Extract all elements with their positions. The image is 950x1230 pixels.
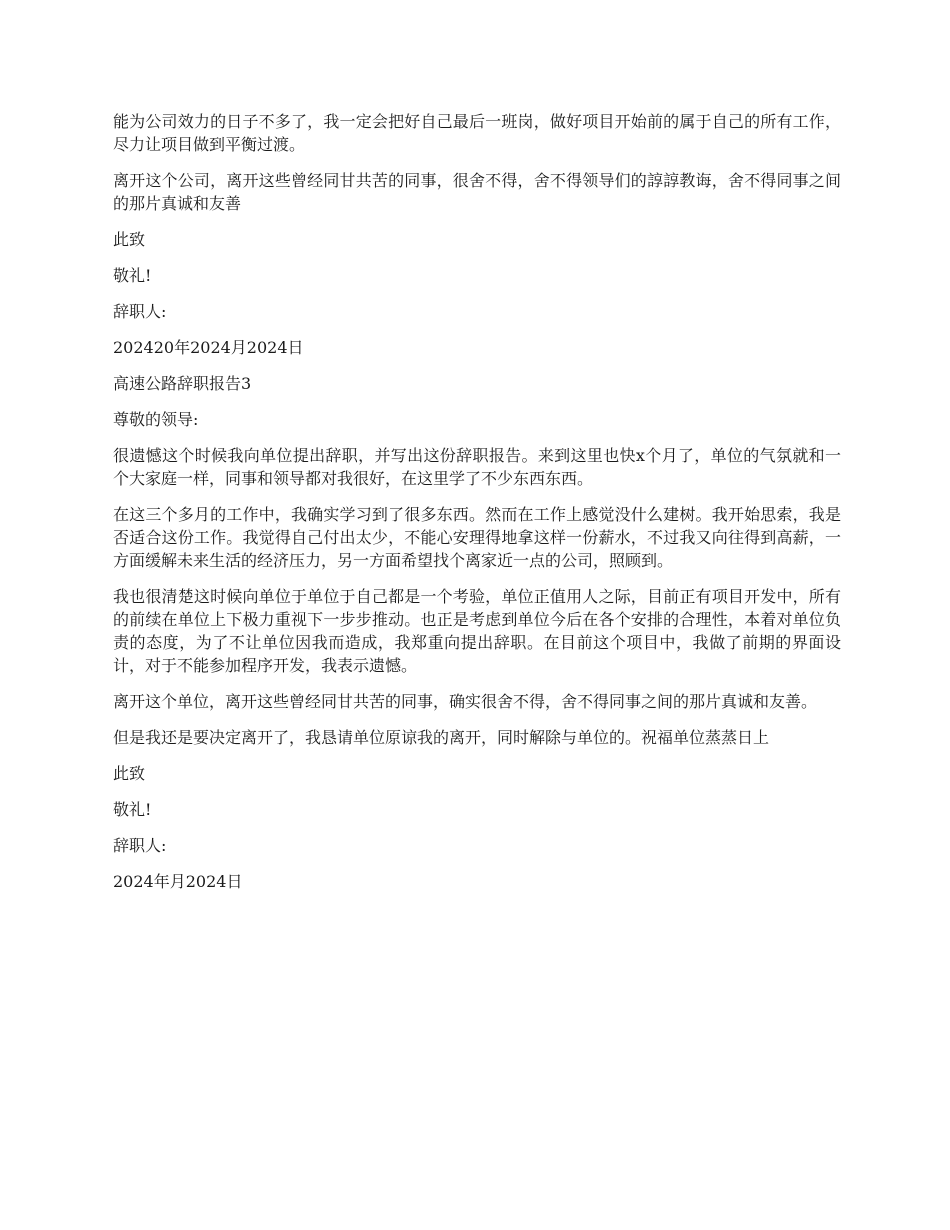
document-body xyxy=(113,110,841,906)
date-line: 2024年月2024日 xyxy=(113,872,243,891)
section-title: 高速公路辞职报告3 xyxy=(113,374,252,393)
closing-regards: 敬礼! xyxy=(113,800,152,819)
signature-label: 辞职人: xyxy=(113,302,167,321)
paragraph: 我也很清楚这时候向单位于单位于自己都是一个考验，单位正值用人之际，目前正有项目开发中，所有的前续在单位上下极力重视下一步步推动。也正是考虑到单位今后在各个安排的合理性，本着对单位负责的态度，为了不让单位因我而造成，我郑重向提出辞职。在目前这个项目中，我做了前期的界面设计，对于不能参加程序开发，我表示遗憾。 xyxy=(113,587,841,675)
date-line: 202420年2024月2024日 xyxy=(113,338,304,357)
signature-label: 辞职人: xyxy=(113,836,167,855)
paragraph: 很遗憾这个时候我向单位提出辞职，并写出这份辞职报告。来到这里也快x个月了，单位的气氛就和一个大家庭一样，同事和领导都对我很好，在这里学了不少东西东西。 xyxy=(113,446,841,488)
greeting: 尊敬的领导: xyxy=(113,410,199,429)
paragraph: 离开这个公司，离开这些曾经同甘共苦的同事，很舍不得，舍不得领导们的諄諄教诲，舍不得同事之间的那片真诚和友善 xyxy=(113,171,841,213)
paragraph: 离开这个单位，离开这些曾经同甘共苦的同事，确实很舍不得，舍不得同事之间的那片真诚和友善。 xyxy=(113,692,818,711)
closing-regards: 敬礼! xyxy=(113,266,152,285)
closing-salutation: 此致 xyxy=(113,764,146,783)
paragraph: 在这三个多月的工作中，我确实学习到了很多东西。然而在工作上感觉没什么建树。我开始思索，我是否适合这份工作。我觉得自己付出太少，不能心安理得地拿这样一份薪水，不过我又向往得到高薪，一方面缓解未来生活的经济压力，另一方面希望找个离家近一点的公司，照顾到。 xyxy=(113,505,841,570)
closing-salutation: 此致 xyxy=(113,230,146,249)
paragraph: 能为公司效力的日子不多了，我一定会把好自己最后一班岗，做好项目开始前的属于自己的所有工作，尽力让项目做到平衡过渡。 xyxy=(113,112,841,154)
paragraph: 但是我还是要决定离开了，我恳请单位原谅我的离开，同时解除与单位的。祝福单位蒸蒸日上 xyxy=(113,728,770,747)
